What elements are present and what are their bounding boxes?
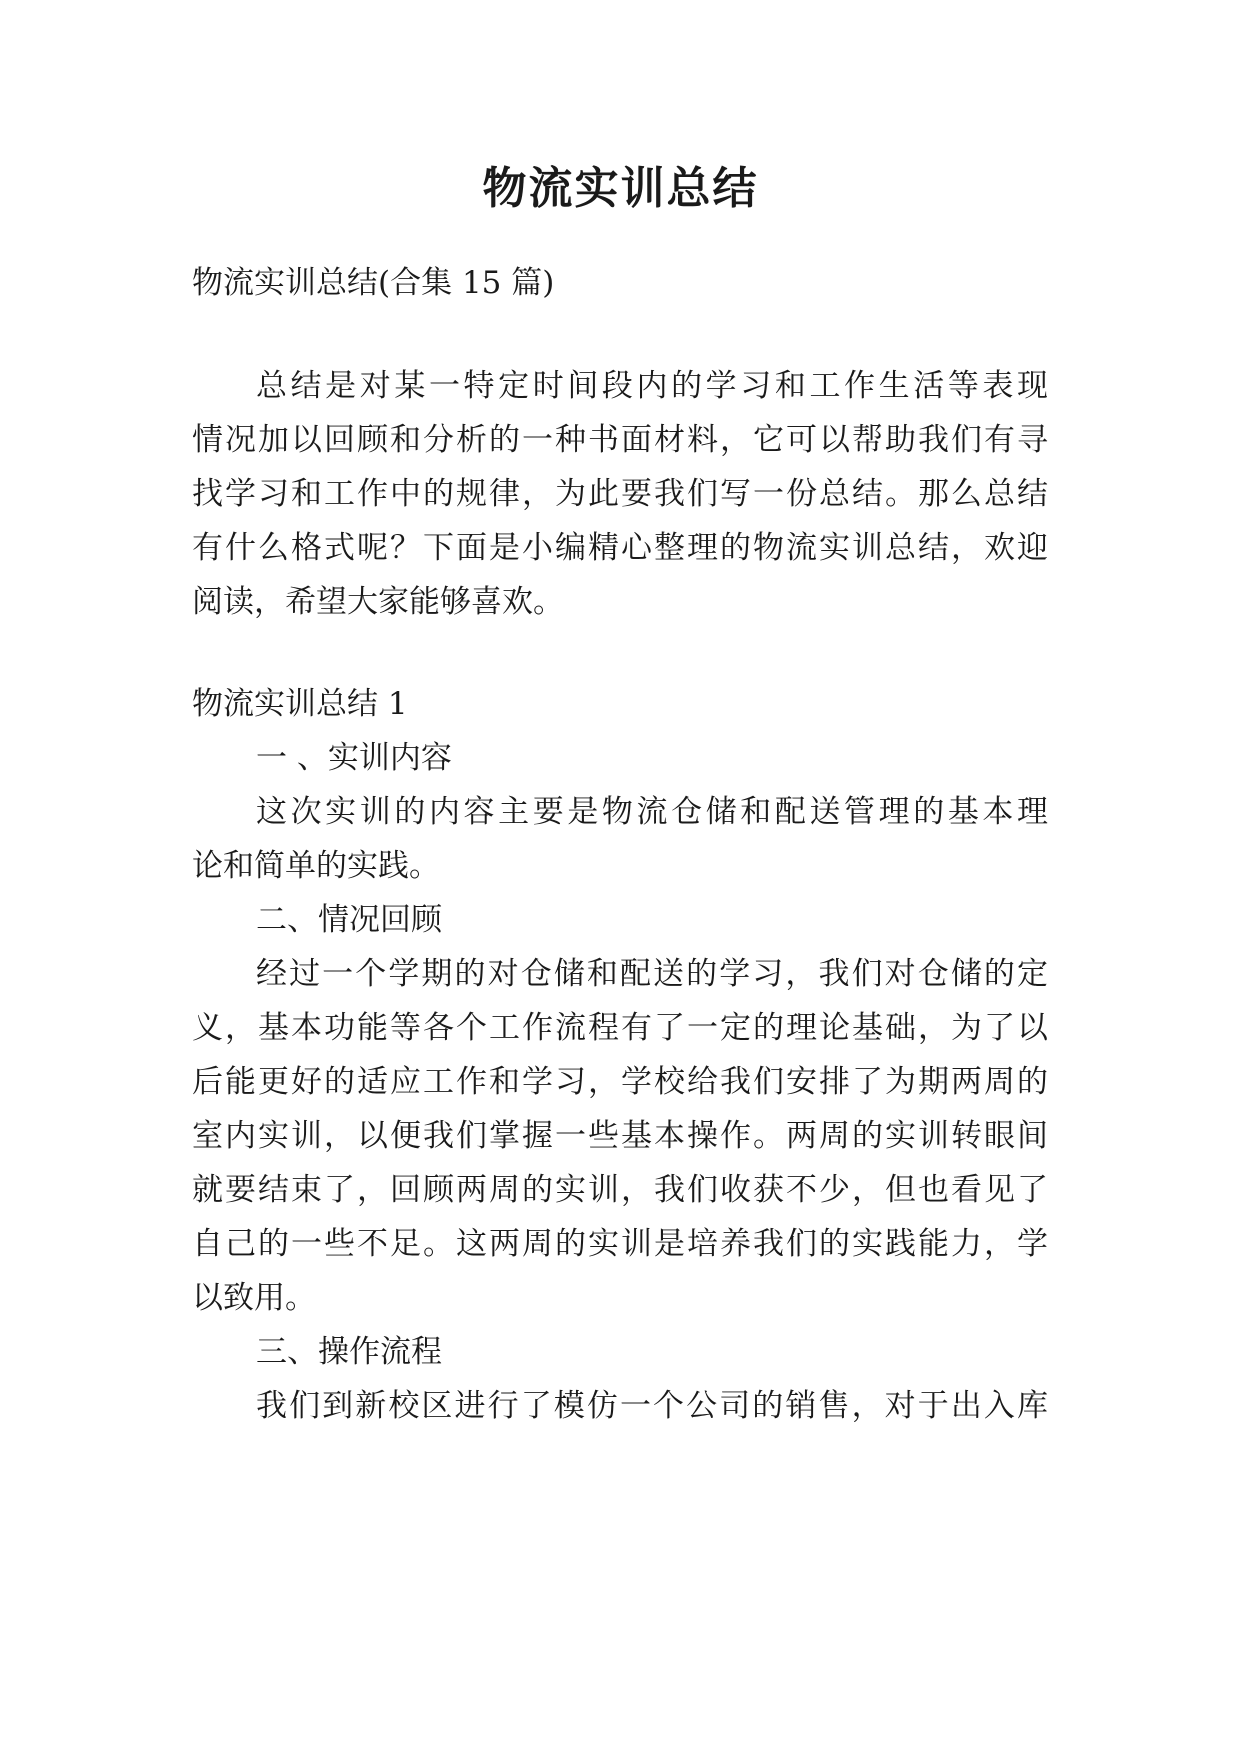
part2-heading: 二、情况回顾	[256, 902, 442, 938]
intro-line: 有什么格式呢？下面是小编精心整理的物流实训总结，欢迎	[192, 530, 1048, 566]
subtitle: 物流实训总结(合集 15 篇)	[192, 265, 555, 301]
part2-line: 自己的一些不足。这两周的实训是培养我们的实践能力，学	[192, 1226, 1048, 1262]
part2-line: 室内实训，以便我们掌握一些基本操作。两周的实训转眼间	[192, 1118, 1048, 1154]
intro-line: 找学习和工作中的规律，为此要我们写一份总结。那么总结	[192, 476, 1048, 512]
part3-line: 我们到新校区进行了模仿一个公司的销售，对于出入库	[256, 1388, 1048, 1424]
part2-line: 以致用。	[192, 1280, 316, 1316]
part1-heading: 一 、实训内容	[256, 740, 452, 776]
intro-line: 阅读，希望大家能够喜欢。	[192, 584, 564, 620]
part1-line: 论和简单的实践。	[192, 848, 440, 884]
part2-line: 经过一个学期的对仓储和配送的学习，我们对仓储的定	[256, 956, 1048, 992]
intro-line: 总结是对某一特定时间段内的学习和工作生活等表现	[256, 368, 1048, 404]
part2-line: 后能更好的适应工作和学习，学校给我们安排了为期两周的	[192, 1064, 1048, 1100]
section-heading: 物流实训总结 1	[192, 686, 408, 722]
page-title: 物流实训总结	[482, 163, 759, 214]
part1-line: 这次实训的内容主要是物流仓储和配送管理的基本理	[256, 794, 1048, 830]
intro-line: 情况加以回顾和分析的一种书面材料，它可以帮助我们有寻	[192, 422, 1048, 458]
part2-line: 义，基本功能等各个工作流程有了一定的理论基础，为了以	[192, 1010, 1048, 1046]
part2-line: 就要结束了，回顾两周的实训，我们收获不少，但也看见了	[192, 1172, 1048, 1208]
part3-heading: 三、操作流程	[256, 1334, 442, 1370]
